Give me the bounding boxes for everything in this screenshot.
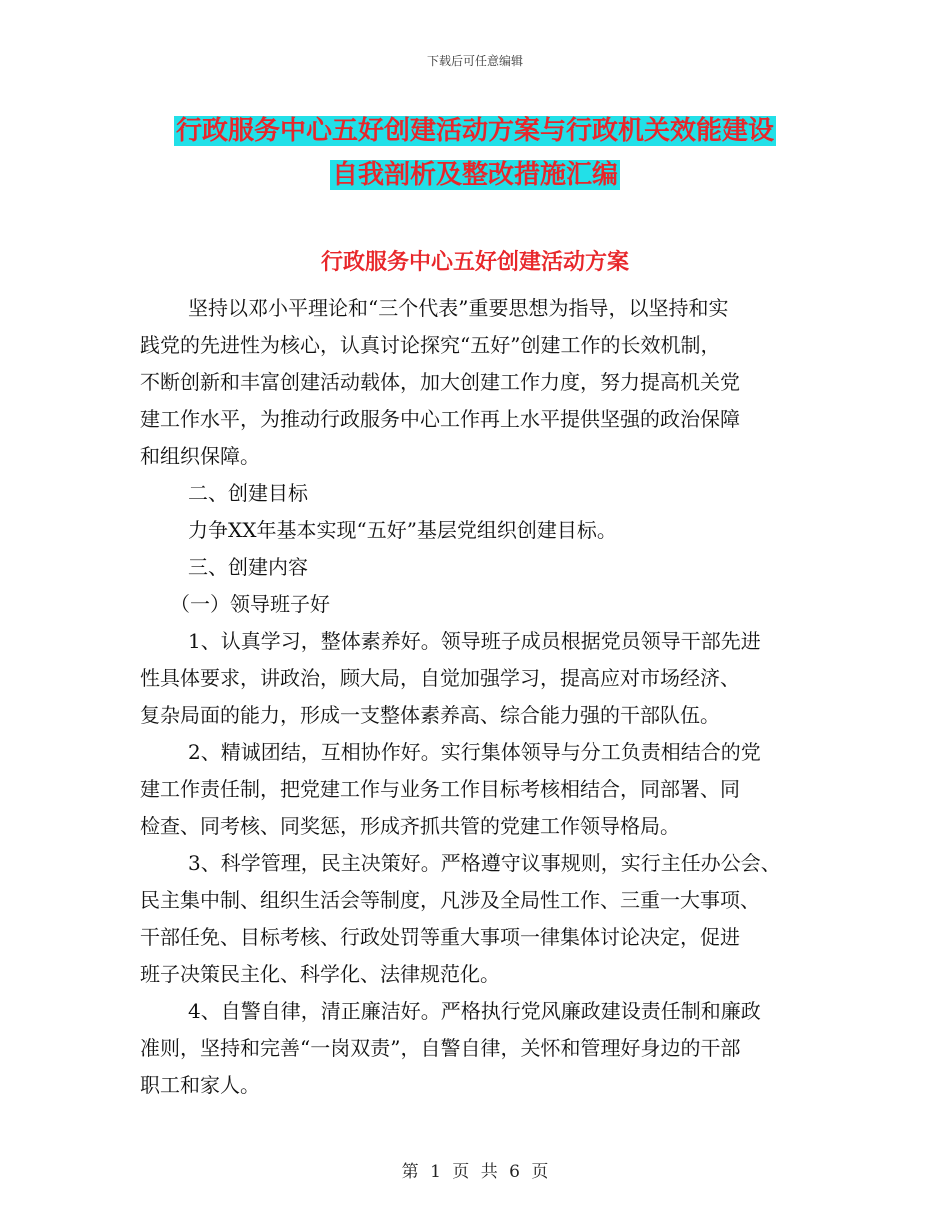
body-line: 践党的先进性为核心，认真讨论探究“五好”创建工作的长效机制， (140, 333, 721, 357)
body-line: 建工作水平，为推动行政服务中心工作再上水平提供坚强的政治保障 (140, 407, 740, 431)
body-line: 2、精诚团结，互相协作好。实行集体领导与分工负责相结合的党 (188, 740, 761, 764)
body-line: 干部任免、目标考核、行政处罚等重大事项一律集体讨论决定，促进 (140, 925, 740, 949)
body-line: 性具体要求，讲政治，顾大局，自觉加强学习，提高应对市场经济、 (140, 666, 740, 690)
header-note: 下载后可任意编辑 (426, 54, 523, 68)
body-line: 民主集中制、组织生活会等制度，凡涉及全局性工作、三重一大事项、 (140, 888, 760, 912)
body-line: 1、认真学习，整体素养好。领导班子成员根据党员领导干部先进 (188, 629, 761, 653)
body-line: 复杂局面的能力，形成一支整体素养高、综合能力强的干部队伍。 (140, 703, 720, 727)
body-line: 坚持以邓小平理论和“三个代表”重要思想为指导，以坚持和实 (188, 296, 729, 320)
document-title-line-2: 自我剖析及整改措施汇编 (331, 160, 618, 190)
body-line: 不断创新和丰富创建活动载体，加大创建工作力度，努力提高机关党 (140, 370, 740, 394)
body-line: 班子决策民主化、科学化、法律规范化。 (140, 962, 500, 986)
document-body (140, 290, 840, 1104)
document-title-line-1: 行政服务中心五好创建活动方案与行政机关效能建设 (175, 116, 774, 146)
page-footer: 第 1 页 共 6 页 (401, 1162, 549, 1182)
body-line: 职工和家人。 (140, 1073, 260, 1097)
heading-creation-goal: 二、创建目标 (188, 481, 308, 505)
body-line: 力争XX年基本实现“五好”基层党组织创建目标。 (188, 518, 617, 542)
body-line: 4、自警自律，清正廉洁好。严格执行党风廉政建设责任制和廉政 (188, 999, 761, 1023)
body-line: 3、科学管理，民主决策好。严格遵守议事规则，实行主任办公会、 (188, 851, 781, 875)
section-title: 行政服务中心五好创建活动方案 (320, 250, 629, 275)
body-line: 建工作责任制，把党建工作与业务工作目标考核相结合，同部署、同 (140, 777, 740, 801)
body-line: 准则，坚持和完善“一岗双责”，自警自律，关怀和管理好身边的干部 (140, 1036, 741, 1060)
body-line: 检查、同考核、同奖惩，形成齐抓共管的党建工作领导格局。 (140, 814, 680, 838)
body-line: 和组织保障。 (140, 444, 260, 468)
subheading-leadership: （一）领导班子好 (170, 592, 330, 616)
heading-creation-content: 三、创建内容 (188, 555, 308, 579)
